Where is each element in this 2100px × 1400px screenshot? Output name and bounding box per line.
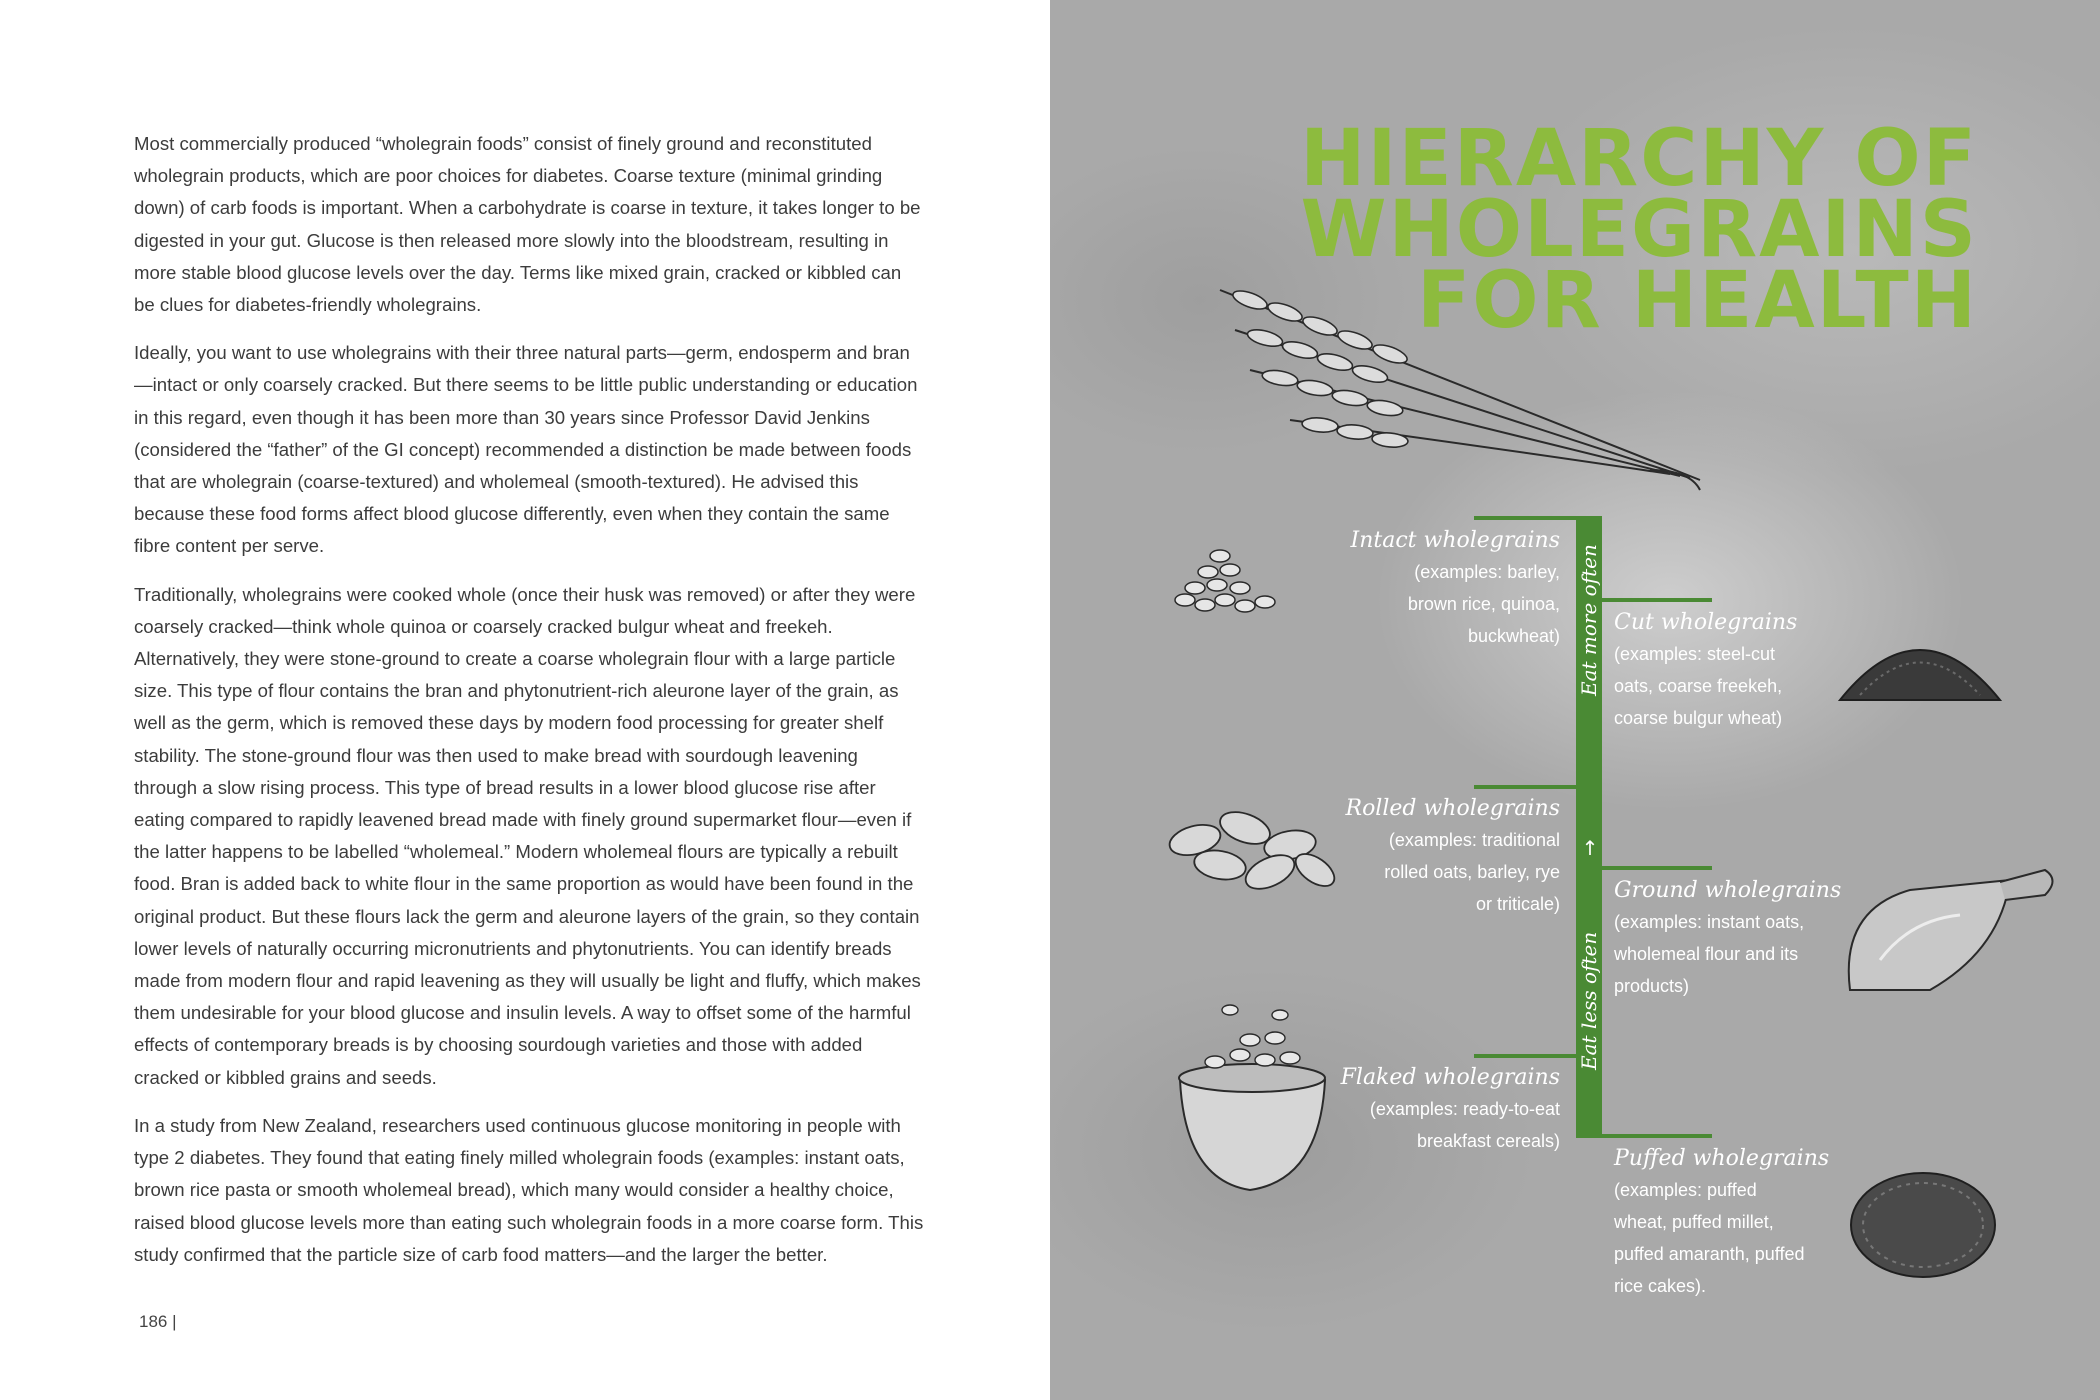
category-name: Cut wholegrains: [1614, 610, 1798, 635]
category-intact: [1300, 526, 1560, 652]
category-examples: rolled oats, barley, rye: [1384, 862, 1560, 882]
page-title: [1300, 114, 1978, 346]
body-text: [134, 128, 924, 1287]
category-examples: products): [1614, 976, 1690, 996]
category-examples: (examples: steel-cut: [1614, 644, 1776, 664]
flour-scoop: [1849, 870, 2053, 990]
category-examples: (examples: ready-to-eat: [1369, 1099, 1560, 1119]
paragraph-3: Traditionally, wholegrains were cooked whole (once their husk was removed) or after they were coarsely cracked—think whole quinoa or coarsely cracked bulgur wheat and freekeh. Alternatively, they were stone-ground to create a coarse wholegrain flour with a large particle size. This type of flour contains the bran and phytonutrient-rich aleurone layer of the grain, as well as the germ, which is removed these days by modern food processing for greater shelf stability. The stone-ground flour was then used to make bread with sourdough leavening through a slow rising process. This type of bread results in a lower blood glucose rise after eating compared to rapidly leavened bread made with finely ground supermarket flour—even if the latter happens to be labelled “wholemeal.” Modern wholemeal flours are typically a rebuilt food. Bran is added back to white flour in the same proportion as would have been found in the original product. But these flours lack the germ and aleurone layers of the grain, so they contain lower levels of naturally occurring micronutrients and phytonutrients. You can identify breads made from modern flour and rapid leavening as they will usually be light and fluffy, which makes them undesirable for your blood glucose and insulin levels. A way to offset some of the harmful effects of contemporary breads is by choosing sourdough varieties and those with added cracked or kibbled grains and seeds.: [134, 583, 921, 1088]
page-number: 186 |: [139, 1312, 177, 1331]
category-name: Intact wholegrains: [1350, 528, 1560, 553]
intact-grain-pile: [1175, 550, 1275, 612]
category-examples: (examples: puffed: [1614, 1180, 1757, 1200]
category-examples: wholemeal flour and its: [1614, 944, 1799, 964]
category-name: Flaked wholegrains: [1340, 1065, 1560, 1090]
category-examples: buckwheat): [1467, 626, 1560, 646]
category-ground: [1614, 876, 1874, 1002]
category-examples: breakfast cereals): [1416, 1131, 1560, 1151]
category-flaked: [1300, 1063, 1560, 1157]
tick-rolled: [1474, 785, 1602, 789]
category-examples: rice cakes).: [1614, 1276, 1707, 1296]
title-line-3: FOR HEALTH: [1416, 256, 1978, 346]
category-examples: brown rice, quinoa,: [1407, 594, 1560, 614]
category-cut: [1614, 608, 1874, 734]
tick-ground: [1576, 866, 1712, 870]
category-examples: coarse bulgur wheat): [1614, 708, 1783, 728]
paragraph-4: In a study from New Zealand, researchers used continuous glucose monitoring in people with type 2 diabetes. They found that eating finely milled wholegrain foods (examples: instant oats, brown rice pasta or smooth wholemeal bread), which many would consider a healthy choice, raised blood glucose levels more than eating such wholegrain foods in a more coarse form. This study confirmed that the particle size of carb food matters—and the larger the better.: [134, 1114, 924, 1265]
tick-puffed: [1576, 1134, 1712, 1138]
title-line-2: WHOLEGRAINS: [1300, 185, 1978, 275]
category-rolled: [1300, 794, 1560, 920]
tick-intact: [1474, 516, 1602, 520]
paragraph-1: Most commercially produced “wholegrain foods” consist of finely ground and reconstituted wholegrain products, which are poor choices for diabetes. Coarse texture (minimal grinding down) of carb foods is important. When a carbohydrate is coarse in texture, it takes longer to be digested in your gut. Glucose is then released more slowly into the bloodstream, resulting in more stable blood glucose levels over the day. Terms like mixed grain, cracked or kibbled can be clues for diabetes-friendly wholegrains.: [134, 133, 921, 316]
paragraph-2: Ideally, you want to use wholegrains with their three natural parts—germ, endosperm and bran—intact or only coarsely cracked. But there seems to be little public understanding or education in this regard, even though it has been more than 30 years since Professor David Jenkins (considered the “father” of the GI concept) recommended a distinction be made between foods that are wholegrain (coarse-textured) and wholemeal (smooth-textured). He advised this because these food forms affect blood glucose differently, even when they contain the same fibre content per serve.: [134, 342, 918, 557]
category-name: Ground wholegrains: [1614, 878, 1842, 903]
category-name: Puffed wholegrains: [1614, 1146, 1830, 1171]
title-line-1: HIERARCHY OF: [1300, 114, 1978, 204]
category-examples: (examples: instant oats,: [1614, 912, 1805, 932]
category-puffed: [1614, 1144, 1874, 1302]
category-examples: oats, coarse freekeh,: [1614, 676, 1783, 696]
category-name: Rolled wholegrains: [1345, 796, 1560, 821]
axis-label-more-often: Eat more often: [1577, 544, 1601, 696]
axis-label-less-often: Eat less often: [1577, 931, 1601, 1070]
right-page: [1050, 0, 2100, 1400]
category-examples: (examples: barley,: [1414, 562, 1560, 582]
category-examples: puffed amaranth, puffed: [1614, 1244, 1805, 1264]
category-examples: wheat, puffed millet,: [1614, 1212, 1774, 1232]
axis-arrow-icon: ↑: [1581, 836, 1599, 860]
category-examples: or triticale): [1475, 894, 1560, 914]
category-examples: (examples: traditional: [1388, 830, 1560, 850]
